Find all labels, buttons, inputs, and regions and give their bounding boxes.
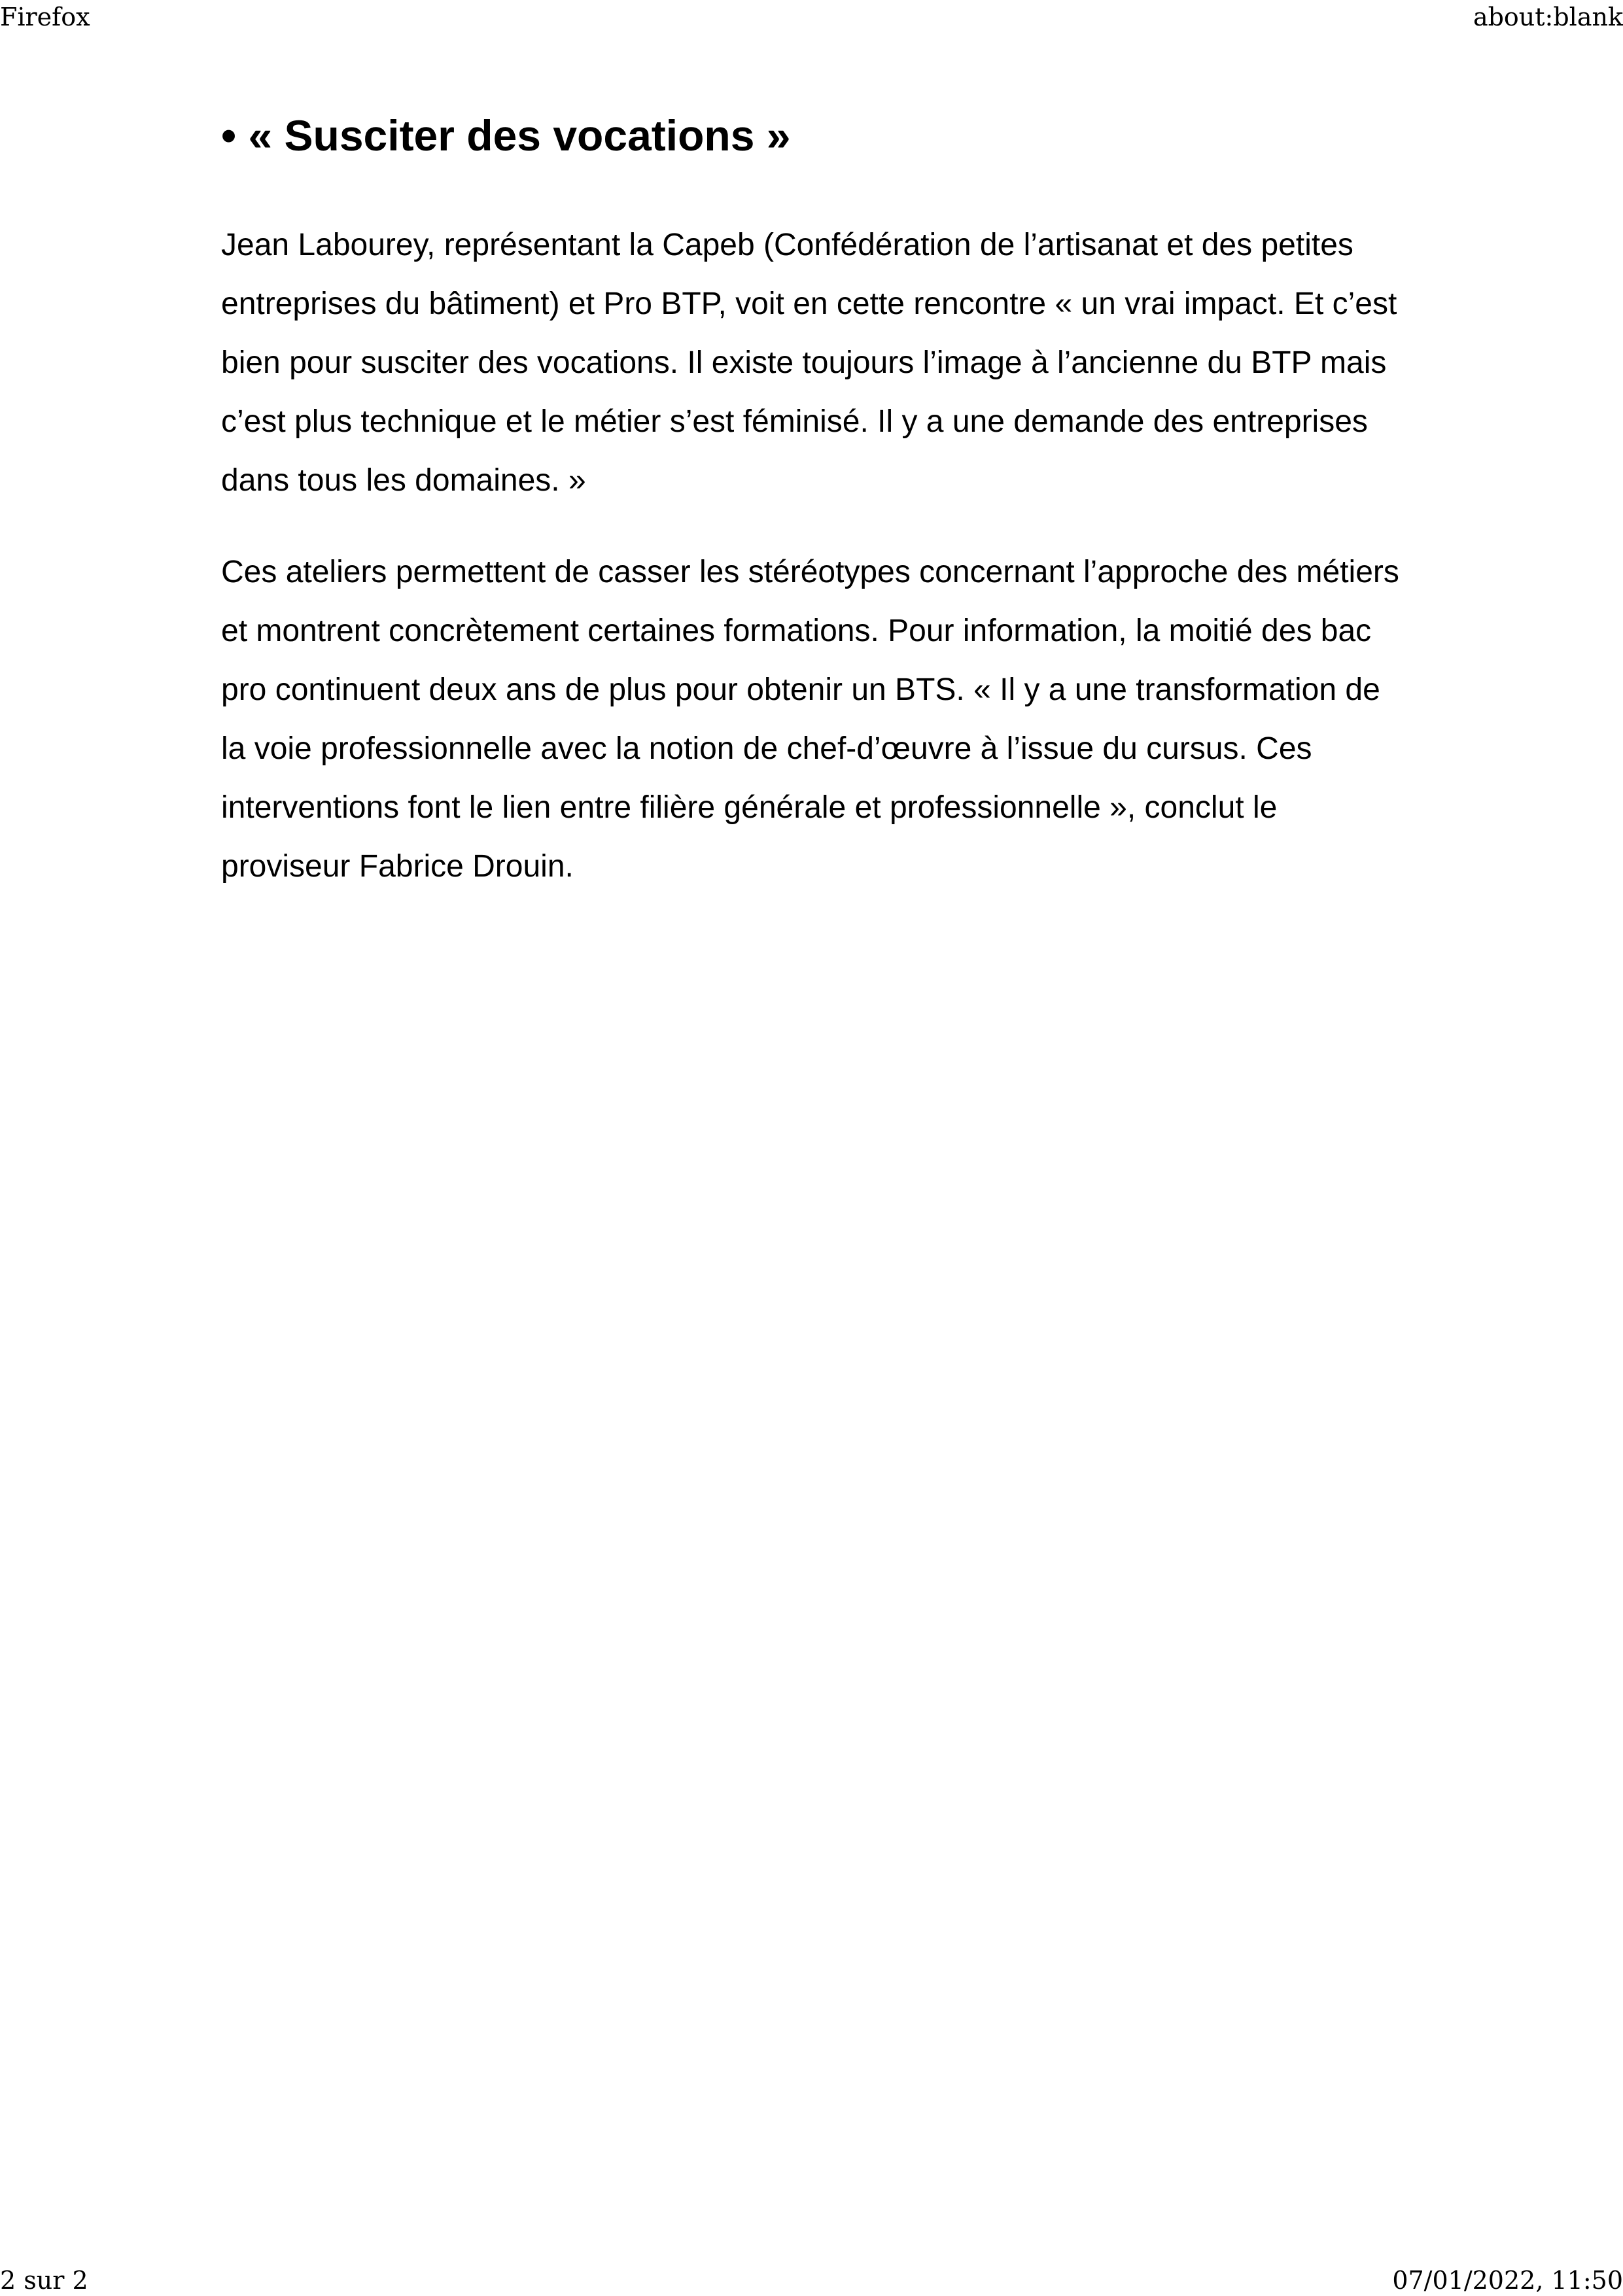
paragraph-labourey-quote: Jean Labourey, représentant la Capeb (Confédération de l’artisanat et des petites entreprises du bâtiment) et Pro BTP, voit en cette rencontre « un vrai impact. Et c’est bien pour susciter des vocations. Il existe toujours l’image à l’ancienne du BTP mais c’est plus technique et le métier s’est féminisé. Il y a une demande des entreprises dans tous les domaines. » <box>221 228 1397 498</box>
print-footer-page-number: 2 sur 2 <box>0 2266 88 2295</box>
print-header-app-name: Firefox <box>0 3 90 31</box>
article-body <box>221 105 1412 896</box>
paragraph-ateliers: Ces ateliers permettent de casser les stéréotypes concernant l’approche des métiers et montrent concrètement certaines formations. Pour information, la moitié des bac pro continuent deux ans de plus pour obtenir un BTS. « Il y a une transformation de la voie professionnelle avec la notion de chef-d’œuvre à l’issue du cursus. Ces interventions font le lien entre filière générale et professionnelle », conclut le proviseur Fabrice Drouin. <box>221 555 1399 884</box>
print-header-url: about:blank <box>1473 3 1623 31</box>
section-heading: • « Susciter des vocations » <box>221 111 791 160</box>
print-footer-datetime: 07/01/2022, 11:50 <box>1392 2266 1623 2295</box>
